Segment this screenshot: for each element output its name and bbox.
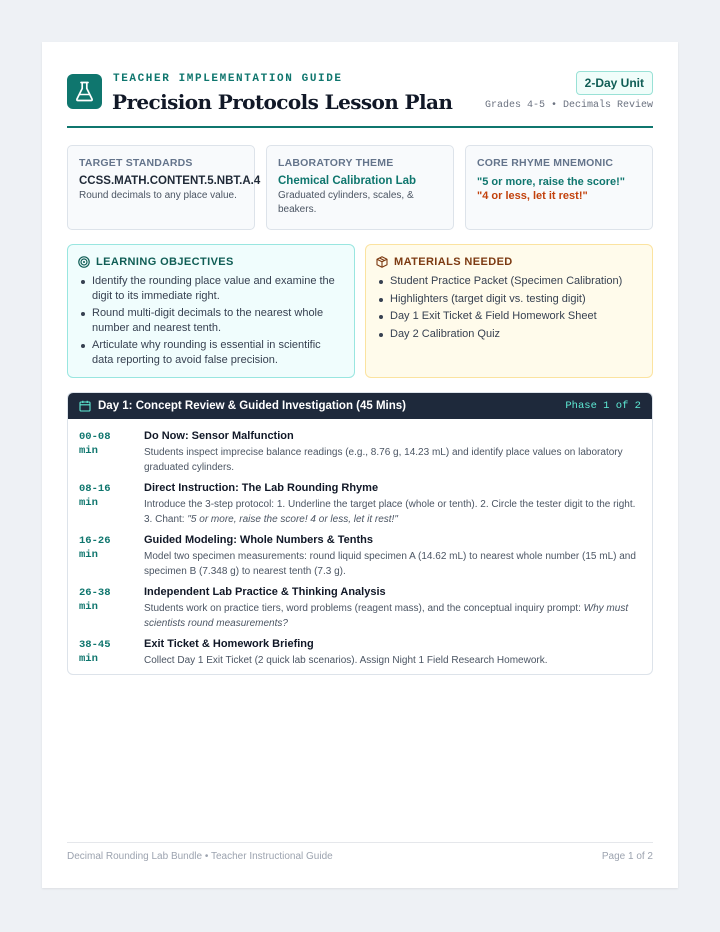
activity-description: Students inspect imprecise balance readings (e.g., 8.76 g, 14.23 mL) and identify place values on laboratory graduated cylinders. xyxy=(144,447,623,473)
schedule-header xyxy=(68,393,652,419)
time-range: 38-45 min xyxy=(79,639,111,665)
activity-description: Model two specimen measurements: round liquid specimen A (14.62 mL) to nearest whole number (15 mL) and specimen B (7.348 g) to nearest tenth (7.3 g). xyxy=(144,551,636,577)
list-item: Highlighters (target digit vs. testing digit) xyxy=(390,292,642,307)
activity-description-quote: "5 or more, raise the score! 4 or less, let it rest!" xyxy=(187,514,398,525)
calendar-icon xyxy=(79,400,91,412)
grade-line: Grades 4-5 • Decimals Review xyxy=(484,100,653,111)
page-header xyxy=(67,70,653,128)
theme-card xyxy=(266,145,454,230)
materials-list xyxy=(376,274,642,341)
theme-description: Graduated cylinders, scales, & beakers. xyxy=(278,190,414,215)
activity-description-prompt: Why must scientists round measurements? xyxy=(144,603,629,629)
page-title: Precision Protocols Lesson Plan xyxy=(112,90,453,114)
objectives-heading-label: LEARNING OBJECTIVES xyxy=(96,256,234,268)
theme-name: Chemical Calibration Lab xyxy=(278,175,417,187)
standards-card xyxy=(67,145,261,230)
card-label: CORE RHYME MNEMONIC xyxy=(477,157,614,169)
schedule-title: Day 1: Concept Review & Guided Investigation (45 Mins) xyxy=(98,400,407,412)
list-item: Day 1 Exit Ticket & Field Homework Sheet xyxy=(390,309,642,324)
row-body xyxy=(144,637,643,668)
activity-description-text: Students work on practice tiers, word problems (reagent mass), and the conceptual inquiry prompt: xyxy=(144,603,581,614)
phase-indicator: Phase 1 of 2 xyxy=(565,400,641,412)
objectives-list xyxy=(78,274,344,367)
materials-heading-label: MATERIALS NEEDED xyxy=(394,256,513,268)
flask-icon xyxy=(67,74,102,109)
page-number: Page 1 of 2 xyxy=(601,851,653,862)
info-cards xyxy=(67,145,653,230)
guide-kicker: TEACHER IMPLEMENTATION GUIDE xyxy=(113,73,343,85)
row-body xyxy=(144,429,643,475)
activity-description xyxy=(144,497,643,527)
objectives-heading xyxy=(78,256,344,268)
activity-title: Exit Ticket & Homework Briefing xyxy=(144,638,314,650)
time-range: 08-16 min xyxy=(79,483,111,509)
activity-title: Independent Lab Practice & Thinking Analysis xyxy=(144,586,386,598)
list-item: Student Practice Packet (Specimen Calibration) xyxy=(390,274,642,289)
row-body xyxy=(144,533,643,579)
activity-title: Guided Modeling: Whole Numbers & Tenths xyxy=(144,534,373,546)
list-item: Round multi-digit decimals to the nearest whole number and nearest tenth. xyxy=(92,306,344,335)
activity-title: Direct Instruction: The Lab Rounding Rhyme xyxy=(144,482,379,494)
target-icon xyxy=(78,256,90,268)
rhyme-line-1: "5 or more, raise the score!" xyxy=(477,176,625,188)
page-content xyxy=(67,70,653,862)
row-body xyxy=(144,481,643,527)
activity-description xyxy=(144,601,643,631)
package-icon xyxy=(376,256,388,268)
time-range: 16-26 min xyxy=(79,535,111,561)
activity-title: Do Now: Sensor Malfunction xyxy=(144,430,294,442)
unit-badge: 2-Day Unit xyxy=(576,71,653,95)
activity-description-text: Introduce the 3-step protocol: 1. Underline the target place (whole or tenth). 2. Circle the tester digit to the right. 3. Chant: xyxy=(144,499,636,525)
activity-description: Collect Day 1 Exit Ticket (2 quick lab scenarios). Assign Night 1 Field Research Homework. xyxy=(144,655,548,666)
standard-description: Round decimals to any place value. xyxy=(79,190,237,201)
row-body xyxy=(144,585,643,631)
time-range: 00-08 min xyxy=(79,431,111,457)
day-1-schedule xyxy=(67,392,653,675)
lesson-plan-page xyxy=(42,42,678,888)
list-item: Identify the rounding place value and examine the digit to its immediate right. xyxy=(92,274,344,303)
time-range: 26-38 min xyxy=(79,587,111,613)
rhyme-line-2: "4 or less, let it rest!" xyxy=(477,190,588,202)
page-footer xyxy=(67,842,653,872)
rhyme-card xyxy=(465,145,653,230)
card-label: LABORATORY THEME xyxy=(278,157,394,169)
list-item: Articulate why rounding is essential in scientific data reporting to avoid false precision. xyxy=(92,338,344,367)
materials-box xyxy=(365,244,653,378)
standard-code: CCSS.MATH.CONTENT.5.NBT.A.4 xyxy=(79,175,261,187)
learning-objectives-box xyxy=(67,244,355,378)
list-item: Day 2 Calibration Quiz xyxy=(390,327,642,342)
materials-heading xyxy=(376,256,642,268)
footer-bundle-name: Decimal Rounding Lab Bundle • Teacher Instructional Guide xyxy=(67,851,333,862)
card-label: TARGET STANDARDS xyxy=(79,157,193,169)
